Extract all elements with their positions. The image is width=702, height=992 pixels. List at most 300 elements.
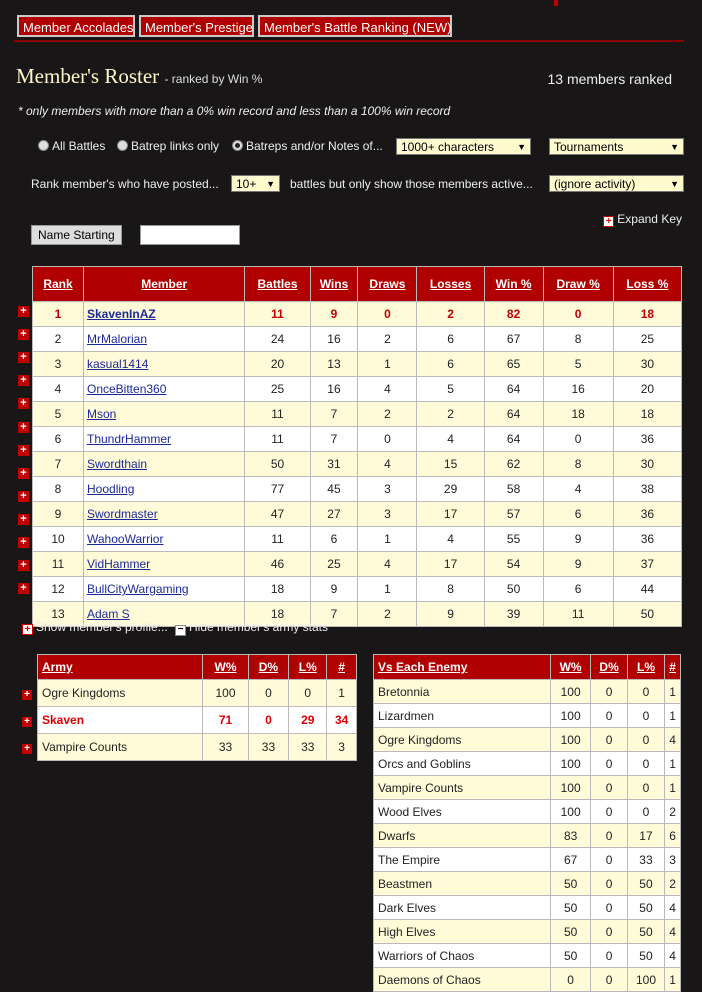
col-header-l-pct[interactable]: L%: [627, 655, 664, 680]
expand-row-icon[interactable]: +: [18, 468, 29, 479]
member-link[interactable]: Swordthain: [87, 457, 148, 471]
cell-loss-pct: 38: [613, 477, 681, 502]
table-row: [33, 352, 682, 377]
member-link[interactable]: WahooWarrior: [87, 532, 164, 546]
cell-member: [84, 577, 245, 602]
cell-enemy: Wood Elves: [374, 800, 551, 824]
cell-count: 4: [665, 920, 681, 944]
enemy-table: [373, 654, 681, 992]
col-header-count[interactable]: #: [327, 655, 357, 680]
member-link[interactable]: OnceBitten360: [87, 382, 167, 396]
col-header-draw-pct[interactable]: Draw %: [543, 267, 613, 302]
show-profile-toggle[interactable]: + Show member's profile...: [22, 620, 168, 634]
cell-draw-pct: 16: [543, 377, 613, 402]
expand-row-icon[interactable]: +: [18, 375, 29, 386]
cell-wins: 16: [310, 327, 358, 352]
roster-header-row: [33, 267, 682, 302]
cell-l-pct: 29: [289, 707, 327, 734]
cell-win-pct: 64: [484, 377, 543, 402]
expand-row-icon[interactable]: +: [18, 422, 29, 433]
cell-draw-pct: 9: [543, 552, 613, 577]
cell-wins: 31: [310, 452, 358, 477]
cell-draws: 2: [358, 602, 417, 627]
cell-w-pct: 50: [550, 944, 591, 968]
table-row: [33, 502, 682, 527]
cell-w-pct: 100: [550, 680, 591, 704]
expand-key-toggle[interactable]: + Expand Key: [603, 212, 682, 227]
cell-enemy: Beastmen: [374, 872, 551, 896]
cell-member: [84, 427, 245, 452]
cell-d-pct: 0: [591, 872, 627, 896]
cell-wins: 13: [310, 352, 358, 377]
member-link[interactable]: VidHammer: [87, 557, 151, 571]
cell-member: [84, 302, 245, 327]
profile-controls: [22, 620, 328, 636]
member-link[interactable]: BullCityWargaming: [87, 582, 189, 596]
cell-d-pct: 0: [591, 680, 627, 704]
cell-count: 1: [327, 680, 357, 707]
cell-loss-pct: 50: [613, 602, 681, 627]
expand-row-icon[interactable]: +: [18, 329, 29, 340]
roster-table: [32, 266, 682, 627]
cell-member: [84, 502, 245, 527]
cell-enemy: Ogre Kingdoms: [374, 728, 551, 752]
member-link[interactable]: Adam S: [87, 607, 130, 621]
cell-draws: 0: [358, 427, 417, 452]
cell-l-pct: 100: [627, 968, 664, 992]
col-header-win-pct[interactable]: Win %: [484, 267, 543, 302]
activity-select[interactable]: (ignore activity) ▼: [549, 175, 684, 192]
dropdown-arrow-icon: ▼: [670, 179, 679, 189]
cell-draws: 0: [358, 302, 417, 327]
cell-enemy: Vampire Counts: [374, 776, 551, 800]
cell-wins: 7: [310, 402, 358, 427]
cell-count: 3: [327, 734, 357, 761]
cell-draw-pct: 18: [543, 402, 613, 427]
expand-row-icon[interactable]: +: [22, 717, 32, 727]
cell-enemy: Dwarfs: [374, 824, 551, 848]
cell-w-pct: 100: [550, 728, 591, 752]
cell-rank: 5: [33, 402, 84, 427]
cell-loss-pct: 20: [613, 377, 681, 402]
col-header-loss-pct[interactable]: Loss %: [613, 267, 681, 302]
cell-w-pct: 71: [203, 707, 248, 734]
army-body: [17, 680, 357, 761]
hide-army-stats-toggle[interactable]: − Hide member's army stats: [175, 620, 328, 634]
cell-count: 1: [665, 968, 681, 992]
cell-count: 1: [665, 704, 681, 728]
member-link[interactable]: ThundrHammer: [87, 432, 172, 446]
table-row: [33, 452, 682, 477]
cell-battles: 18: [245, 577, 310, 602]
cell-losses: 17: [417, 552, 484, 577]
cell-w-pct: 100: [550, 776, 591, 800]
enemy-body: [374, 680, 681, 992]
cell-enemy: High Elves: [374, 920, 551, 944]
army-row: [17, 734, 357, 761]
cell-l-pct: 0: [627, 680, 664, 704]
member-link[interactable]: SkavenInAZ: [87, 307, 156, 321]
cell-d-pct: 0: [591, 728, 627, 752]
cell-l-pct: 17: [627, 824, 664, 848]
army-row: [17, 707, 357, 734]
cell-d-pct: 0: [591, 752, 627, 776]
cell-win-pct: 58: [484, 477, 543, 502]
table-row: [33, 302, 682, 327]
member-link[interactable]: Swordmaster: [87, 507, 158, 521]
col-header-enemy[interactable]: Vs Each Enemy: [374, 655, 551, 680]
cell-draws: 2: [358, 327, 417, 352]
expand-row-icon[interactable]: +: [18, 583, 29, 594]
cell-draws: 1: [358, 352, 417, 377]
cell-count: 34: [327, 707, 357, 734]
cell-l-pct: 50: [627, 872, 664, 896]
cell-battles: 24: [245, 327, 310, 352]
cell-d-pct: 0: [591, 848, 627, 872]
page-subtitle: - ranked by Win %: [164, 72, 263, 86]
col-header-rank[interactable]: Rank: [33, 267, 84, 302]
cell-battles: 47: [245, 502, 310, 527]
cell-l-pct: 50: [627, 944, 664, 968]
cell-draw-pct: 5: [543, 352, 613, 377]
cell-count: 4: [665, 728, 681, 752]
member-count: 13 members ranked: [547, 71, 672, 87]
army-row: [17, 680, 357, 707]
cell-battles: 50: [245, 452, 310, 477]
cell-count: 3: [665, 848, 681, 872]
cell-draws: 1: [358, 577, 417, 602]
cell-rank: 13: [33, 602, 84, 627]
page-title: Member's Roster - ranked by Win %: [16, 64, 263, 88]
roster-body: [33, 302, 682, 627]
expand-row-icon[interactable]: +: [22, 744, 32, 754]
cell-count: 2: [665, 872, 681, 896]
cell-losses: 5: [417, 377, 484, 402]
cell-w-pct: 50: [550, 920, 591, 944]
table-row: [33, 377, 682, 402]
cell-d-pct: 0: [591, 944, 627, 968]
cell-enemy: Daemons of Chaos: [374, 968, 551, 992]
cell-w-pct: 100: [550, 704, 591, 728]
cell-enemy: The Empire: [374, 848, 551, 872]
cell-draws: 4: [358, 452, 417, 477]
cell-l-pct: 0: [627, 728, 664, 752]
cell-w-pct: 0: [550, 968, 591, 992]
cell-rank: 9: [33, 502, 84, 527]
table-row: [33, 427, 682, 452]
cell-win-pct: 55: [484, 527, 543, 552]
army-header-row: [17, 655, 357, 680]
cell-wins: 16: [310, 377, 358, 402]
radio-button-selected[interactable]: [232, 140, 243, 151]
cell-draw-pct: 9: [543, 527, 613, 552]
cell-losses: 9: [417, 602, 484, 627]
radio-button[interactable]: [117, 140, 128, 151]
cell-win-pct: 67: [484, 327, 543, 352]
decorative-mark: [554, 0, 558, 6]
cell-wins: 7: [310, 427, 358, 452]
cell-member: [84, 552, 245, 577]
cell-enemy: Bretonnia: [374, 680, 551, 704]
cell-rank: 4: [33, 377, 84, 402]
table-row: [33, 552, 682, 577]
cell-member: [84, 377, 245, 402]
table-row: [33, 577, 682, 602]
col-header-wins[interactable]: Wins: [310, 267, 358, 302]
army-table: [17, 654, 357, 761]
cell-member: [84, 477, 245, 502]
expand-row-icon[interactable]: +: [18, 537, 29, 548]
col-header-d-pct[interactable]: D%: [591, 655, 627, 680]
cell-losses: 17: [417, 502, 484, 527]
cell-draws: 4: [358, 552, 417, 577]
cell-draws: 3: [358, 477, 417, 502]
cell-l-pct: 33: [627, 848, 664, 872]
cell-w-pct: 100: [550, 752, 591, 776]
plus-icon: +: [22, 624, 33, 635]
col-header-l-pct[interactable]: L%: [289, 655, 327, 680]
cell-d-pct: 0: [591, 800, 627, 824]
enemy-row: [374, 824, 681, 848]
cell-wins: 45: [310, 477, 358, 502]
expand-row-cell: [17, 707, 38, 734]
battles-select[interactable]: 10+ ▼: [231, 175, 280, 192]
cell-rank: 3: [33, 352, 84, 377]
cell-losses: 15: [417, 452, 484, 477]
radio-all-battles[interactable]: All Battles: [38, 139, 105, 153]
cell-d-pct: 0: [591, 776, 627, 800]
cell-w-pct: 83: [550, 824, 591, 848]
radio-button[interactable]: [38, 140, 49, 151]
radio-batreps-notes[interactable]: Batreps and/or Notes of...: [232, 139, 383, 153]
cell-l-pct: 33: [289, 734, 327, 761]
cell-enemy: Lizardmen: [374, 704, 551, 728]
cell-win-pct: 50: [484, 577, 543, 602]
cell-losses: 2: [417, 302, 484, 327]
tab-members-prestige[interactable]: Member's Prestige: [139, 15, 254, 37]
cell-loss-pct: 30: [613, 352, 681, 377]
cell-battles: 18: [245, 602, 310, 627]
cell-rank: 7: [33, 452, 84, 477]
enemy-row: [374, 944, 681, 968]
cell-win-pct: 57: [484, 502, 543, 527]
cell-d-pct: 0: [591, 920, 627, 944]
cell-member: [84, 452, 245, 477]
cell-member: [84, 352, 245, 377]
cell-d-pct: 0: [248, 680, 289, 707]
cell-w-pct: 67: [550, 848, 591, 872]
col-header-d-pct[interactable]: D%: [248, 655, 289, 680]
dropdown-arrow-icon: ▼: [266, 179, 275, 189]
cell-w-pct: 100: [203, 680, 248, 707]
col-header-battles[interactable]: Battles: [245, 267, 310, 302]
cell-loss-pct: 36: [613, 427, 681, 452]
member-link[interactable]: kasual1414: [87, 357, 149, 371]
name-starting-button[interactable]: Name Starting: [31, 225, 122, 245]
cell-win-pct: 62: [484, 452, 543, 477]
cell-draw-pct: 11: [543, 602, 613, 627]
cell-rank: 8: [33, 477, 84, 502]
cell-enemy: Warriors of Chaos: [374, 944, 551, 968]
cell-d-pct: 0: [591, 896, 627, 920]
cell-loss-pct: 18: [613, 302, 681, 327]
cell-draw-pct: 8: [543, 327, 613, 352]
dropdown-arrow-icon: ▼: [517, 142, 526, 152]
chars-select[interactable]: 1000+ characters ▼: [396, 138, 531, 155]
cell-d-pct: 0: [248, 707, 289, 734]
expand-row-icon[interactable]: +: [18, 398, 29, 409]
enemy-row: [374, 848, 681, 872]
cell-count: 4: [665, 944, 681, 968]
cell-draw-pct: 6: [543, 577, 613, 602]
expand-row-icon[interactable]: +: [18, 306, 29, 317]
cell-draw-pct: 0: [543, 302, 613, 327]
expand-row-icon[interactable]: +: [18, 445, 29, 456]
cell-l-pct: 50: [627, 896, 664, 920]
enemy-row: [374, 728, 681, 752]
col-header-losses[interactable]: Losses: [417, 267, 484, 302]
cell-losses: 8: [417, 577, 484, 602]
cell-wins: 27: [310, 502, 358, 527]
cell-loss-pct: 25: [613, 327, 681, 352]
cell-draws: 4: [358, 377, 417, 402]
col-header-w-pct[interactable]: W%: [550, 655, 591, 680]
cell-draw-pct: 6: [543, 502, 613, 527]
enemy-row: [374, 896, 681, 920]
expand-row-icon[interactable]: +: [18, 352, 29, 363]
table-row: [33, 327, 682, 352]
enemy-row: [374, 680, 681, 704]
rank-prefix-label: Rank member's who have posted...: [31, 177, 219, 191]
cell-losses: 4: [417, 527, 484, 552]
enemy-row: [374, 704, 681, 728]
member-link[interactable]: MrMalorian: [87, 332, 148, 346]
cell-l-pct: 0: [627, 704, 664, 728]
expand-row-icon[interactable]: +: [18, 514, 29, 525]
cell-member: [84, 527, 245, 552]
cell-count: 6: [665, 824, 681, 848]
cell-battles: 11: [245, 527, 310, 552]
cell-w-pct: 50: [550, 872, 591, 896]
name-starting-input[interactable]: [140, 225, 240, 245]
cell-d-pct: 0: [591, 704, 627, 728]
cell-battles: 77: [245, 477, 310, 502]
cell-wins: 6: [310, 527, 358, 552]
col-header-count[interactable]: #: [665, 655, 681, 680]
col-header-draws[interactable]: Draws: [358, 267, 417, 302]
cell-win-pct: 39: [484, 602, 543, 627]
enemy-row: [374, 800, 681, 824]
cell-rank: 2: [33, 327, 84, 352]
cell-loss-pct: 30: [613, 452, 681, 477]
cell-d-pct: 0: [591, 968, 627, 992]
cell-draws: 3: [358, 502, 417, 527]
expand-row-cell: [17, 680, 38, 707]
cell-battles: 20: [245, 352, 310, 377]
cell-army: Vampire Counts: [38, 734, 203, 761]
cell-enemy: Orcs and Goblins: [374, 752, 551, 776]
table-row: [33, 527, 682, 552]
cell-member: [84, 327, 245, 352]
cell-battles: 11: [245, 302, 310, 327]
cell-win-pct: 82: [484, 302, 543, 327]
expand-row-icon[interactable]: +: [18, 560, 29, 571]
cell-win-pct: 64: [484, 402, 543, 427]
enemy-row: [374, 752, 681, 776]
table-row: [33, 402, 682, 427]
cell-l-pct: 0: [289, 680, 327, 707]
minus-icon: −: [175, 625, 186, 636]
enemy-row: [374, 968, 681, 992]
cell-battles: 46: [245, 552, 310, 577]
enemy-row: [374, 920, 681, 944]
cell-draws: 1: [358, 527, 417, 552]
cell-w-pct: 33: [203, 734, 248, 761]
col-header-army[interactable]: Army: [38, 655, 203, 680]
cell-d-pct: 0: [591, 824, 627, 848]
expand-col-header: [17, 655, 38, 680]
cell-rank: 11: [33, 552, 84, 577]
cell-losses: 29: [417, 477, 484, 502]
cell-battles: 11: [245, 427, 310, 452]
cell-rank: 6: [33, 427, 84, 452]
tab-member-accolades[interactable]: Member Accolades: [17, 15, 135, 37]
cell-wins: 9: [310, 577, 358, 602]
dropdown-arrow-icon: ▼: [670, 142, 679, 152]
cell-battles: 11: [245, 402, 310, 427]
cell-losses: 6: [417, 327, 484, 352]
cell-count: 1: [665, 752, 681, 776]
expand-row-cell: [17, 734, 38, 761]
cell-rank: 1: [33, 302, 84, 327]
cell-count: 1: [665, 680, 681, 704]
cell-loss-pct: 44: [613, 577, 681, 602]
tab-battle-ranking[interactable]: Member's Battle Ranking (NEW): [258, 15, 452, 37]
rank-suffix-label: battles but only show those members active...: [290, 177, 533, 191]
col-header-w-pct[interactable]: W%: [203, 655, 248, 680]
cell-rank: 12: [33, 577, 84, 602]
cell-count: 4: [665, 896, 681, 920]
cell-loss-pct: 37: [613, 552, 681, 577]
type-select[interactable]: Tournaments ▼: [549, 138, 684, 155]
filter-note: * only members with more than a 0% win record and less than a 100% win record: [18, 104, 451, 118]
cell-losses: 2: [417, 402, 484, 427]
col-header-member[interactable]: Member: [84, 267, 245, 302]
cell-draw-pct: 4: [543, 477, 613, 502]
expand-row-icon[interactable]: +: [22, 690, 32, 700]
cell-count: 2: [665, 800, 681, 824]
member-link[interactable]: Mson: [87, 407, 117, 421]
cell-loss-pct: 18: [613, 402, 681, 427]
cell-wins: 25: [310, 552, 358, 577]
member-link[interactable]: Hoodling: [87, 482, 135, 496]
cell-l-pct: 50: [627, 920, 664, 944]
cell-w-pct: 100: [550, 800, 591, 824]
cell-draws: 2: [358, 402, 417, 427]
cell-rank: 10: [33, 527, 84, 552]
cell-losses: 4: [417, 427, 484, 452]
cell-draw-pct: 0: [543, 427, 613, 452]
cell-army: Ogre Kingdoms: [38, 680, 203, 707]
cell-loss-pct: 36: [613, 502, 681, 527]
radio-batrep-links[interactable]: Batrep links only: [117, 139, 219, 153]
expand-row-icon[interactable]: +: [18, 491, 29, 502]
cell-army: Skaven: [38, 707, 203, 734]
cell-win-pct: 65: [484, 352, 543, 377]
cell-win-pct: 54: [484, 552, 543, 577]
enemy-row: [374, 776, 681, 800]
cell-l-pct: 0: [627, 776, 664, 800]
